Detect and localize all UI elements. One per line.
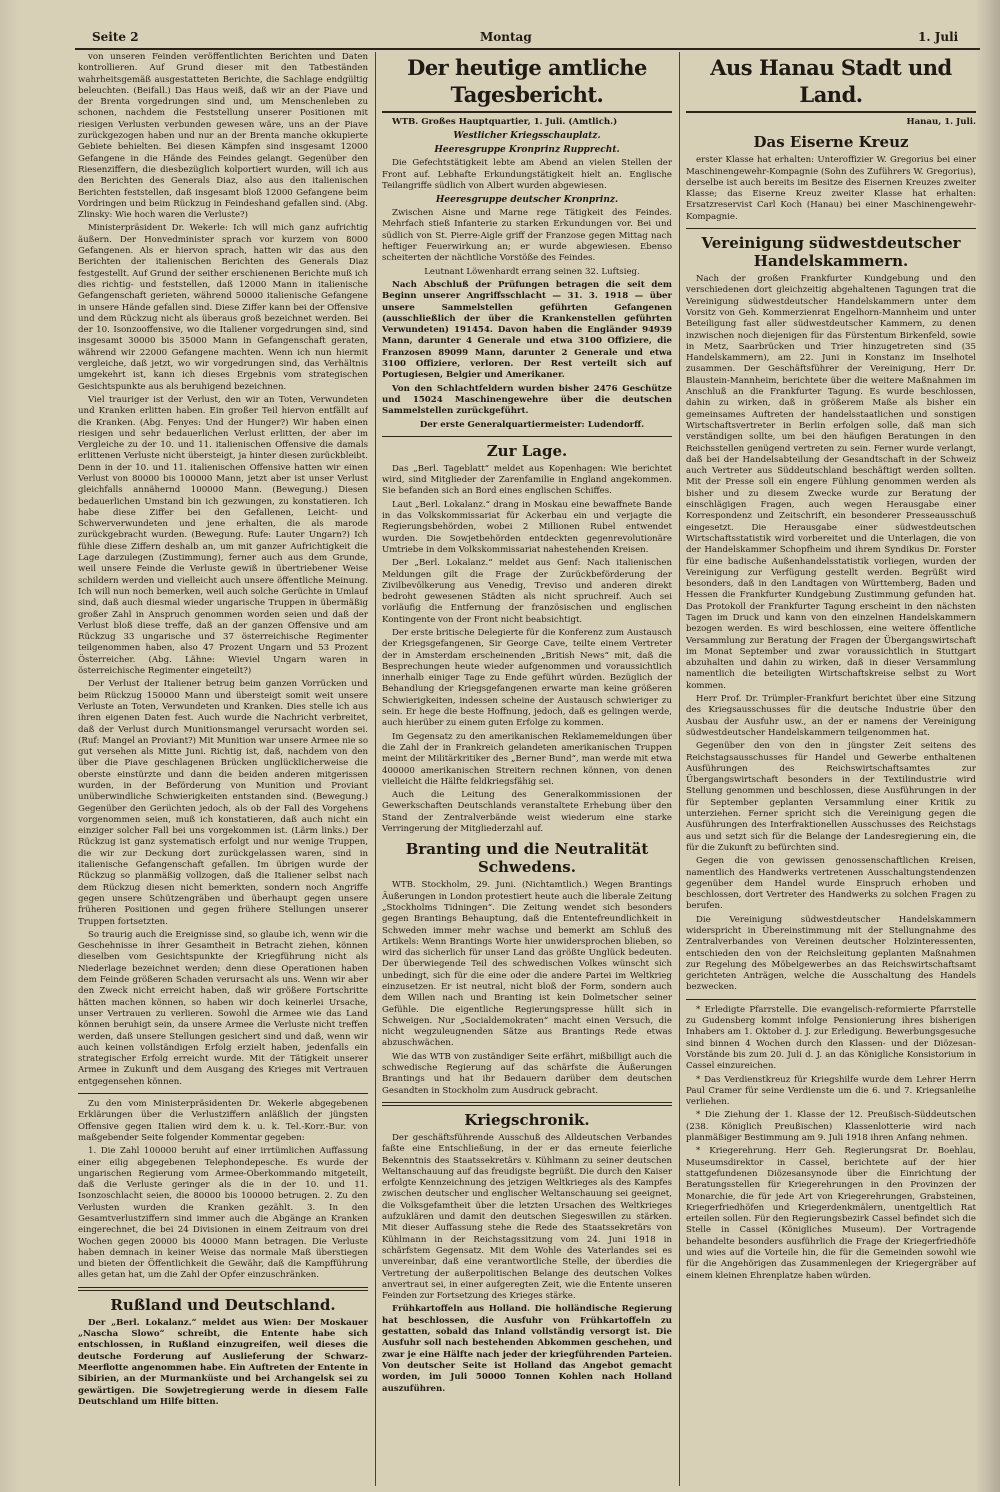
- article-paragraph: Wie das WTB von zuständiger Seite erfährt, mißbilligt auch die schwedische Regierung auf das schärfste die Äußerungen Brantings und hat ihr Bedauern darüber dem deutschen Gesandten in Stockholm zum Ausdruck gebracht.: [382, 1051, 672, 1096]
- hanau-title: Aus Hanau Stadt und Land.: [686, 54, 976, 113]
- header-rule: [75, 48, 980, 50]
- article-paragraph: Auch die Leitung des Generalkommissionen der Gewerkschaften Deutschlands veranstaltete Erhebung über den Stand der Zentralverbände weist wiederum eine starke Verringerung der Mitgliederzahl auf.: [382, 790, 672, 835]
- column-1: [78, 52, 368, 1486]
- article-paragraph: Die Gefechtstätigkeit lebte am Abend an vielen Stellen der Front auf. Lebhafte Erkundungstätigkeit hielt an. Englische Teilangriffe südlich von Albert wurden abgewiesen.: [382, 158, 672, 191]
- subhead-group1: Heeresgruppe Kronprinz Rupprecht.: [434, 145, 620, 156]
- section-title-vereinigung: Vereinigung südwestdeutscher Handelskammern.: [701, 234, 961, 271]
- article-paragraph: Der Verlust der Italiener betrug beim ganzen Vorrücken und beim Rückzug 150000 Mann und übersteigt somit weit unsere Verluste an Toten, Verwundeten und Kranken. Dies stelle ich aus ihren eigenen Daten fest. Auch wurde die Nachricht verbreitet, daß der Verlust durch Munitionsmangel verursacht worden sei. (Ruf: Mangel an Proviant?) Mit Munition war unsere Armee nie so gut versehen als Mitte Juni. Richtig ist, daß, nachdem von den über die Piave geschlagenen Brücken unglücklicherweise die oberste einstürzte und dann die beiden anderen mitgerissen wurden, in der Beförderung von Munition und Proviant unüberwindliche Schwierigkeiten entstanden sind. (Bewegung.) Gegenüber den Gerüchten jedoch, als ob der Fall des Vorgehens vorgenommen seien, muß ich konstatieren, daß auch nicht ein einziger solcher Fall bei uns vorgekommen ist. (Lärm links.) Der Rückzug ist ganz systematisch erfolgt und nur wenige Truppen, die wir zur Deckung dort zurückgelassen waren, sind in italienische Gefangenschaft gefallen. Im übrigen wurde der Rückzug so planmäßig vollzogen, daß die Italiener selbst nach dem Rückzug diesen nicht bemerkten, sondern noch Angriffe gegen unsere Schützengräben und überhaupt gegen unsere früheren Positionen und gegen frühere Stellungen unserer Truppen fortsetzten.: [78, 679, 368, 927]
- article-paragraph: Frühkartoffeln aus Holland. Die holländische Regierung hat beschlossen, die Ausfuhr von Frühkartoffeln zu gestatten, sobald das Inland vollständig versorgt ist. Die Ausfuhr soll nach bestehenden Abkommen geschehen, und zwar je eine Hälfte nach jeder der kriegführenden Parteien. Von deutscher Seite ist Holland das Angebot gemacht worden, im Juli 50000 Tonnen Kohlen nach Holland auszuführen.: [382, 1304, 672, 1394]
- article-paragraph: WTB. Stockholm, 29. Juni. (Nichtamtlich.) Wegen Brantings Äußerungen in London protestiert heute auch die liberale Zeitung „Stockholms Tidningen“. Die Zeitung wendet sich besonders gegen Brantings Behauptung, daß die Ententefreundlichkeit in Schweden immer mehr wachse und bemerkt am Schluß des Artikels: Wenn Brantings Worte hier unwidersprochen blieben, so wird das sicherlich für unser Land das größte Unglück bedeuten. Der überwiegende Teil des schwedischen Volkes wünscht sich unbedingt, sich für die eine oder die andere Partei im Weltkrieg einzusetzen. Er ist neutral, nicht bloß der Form, sondern auch dem Willen nach und Branting ist kein Dolmetscher seiner Gefühle. Die eigentliche Regierungspresse hüllt sich in Schweigen. Nur „Socialdemokraten“ macht einen Versuch, die nicht wegzuleugnenden Sätze aus Brantings Rede etwas abzuschwächen.: [382, 880, 672, 1049]
- article-paragraph: Gegen die von gewissen genossenschaftlichen Kreisen, namentlich des Handwerks vertretenen Ausschaltungstendenzen gegenüber dem Handel wurde Einspruch erhoben und beschlossen, dort Vertreter des Handwerks zu solchen Fragen zu berufen.: [686, 856, 976, 912]
- news-note: * Die Ziehung der 1. Klasse der 12. Preußisch-Süddeutschen (238. Königlich Preußischen) Klassenlotterie wird nach planmäßiger Bestimmung am 9. Juli 1918 ihren Anfang nehmen.: [686, 1110, 976, 1144]
- article-paragraph: Nach Abschluß der Prüfungen betragen die seit dem Beginn unserer Angriffsschlacht — 31. 3. 1918 — über unsere Sammelstellen geführten Gefangenen (ausschließlich der über die Krankenstellen geführten Verwundeten) 191454. Davon haben die Engländer 94939 Mann, darunter 4 Generale und etwa 3100 Offiziere, die Franzosen 89099 Mann, darunter 2 Generale und etwa 3100 Offiziere, verloren. Der Rest verteilt sich auf Portugiesen, Belgier und Amerikaner.: [382, 279, 672, 381]
- signature: Der erste Generalquartiermeister: Ludendorff.: [419, 419, 645, 430]
- divider: [382, 436, 672, 437]
- article-paragraph: Der „Berl. Lokalanz.“ meldet aus Wien: Der Moskauer „Nascha Slowo“ schreibt, die Entente habe sich entschlossen, in Rußland einzugreifen, weil dieses die deutsche Forderung auf Auslieferung der Schwarz-Meerflotte angenommen habe. Ein Auftreten der Entente in Sibirien, an der Murmanküste und bei Archangelsk sei zu gewärtigen. Die Sowjetregierung werde in diesem Falle Deutschland um Hilfe bitten.: [78, 1317, 368, 1407]
- article-paragraph: erster Klasse hat erhalten: Unteroffizier W. Gregorius bei einer Maschinengewehr-Kompagnie (Sohn des Zuführers W. Gregorius), derselbe ist auch bereits im Besitze des Eisernen Kreuzes zweiter Klasse; das Eiserne Kreuz zweiter Klasse hat erhalten: Ersatzreservist Carl Koch (Hanau) bei einer Maschinengewehr-Kompagnie.: [686, 155, 976, 222]
- subhead-group2: Heeresgruppe deutscher Kronprinz.: [435, 195, 619, 206]
- divider: [382, 1102, 672, 1106]
- article-paragraph: Ministerpräsident Dr. Wekerle: Ich will mich ganz aufrichtig äußern. Der Honvedminister sprach vor kurzem von 8000 Gefangenen. Als er hiervon sprach, hatten wir das aus den Berichten der italienischen Berichten des Generals Diaz festgestellt. Auf Grund der seither erschienenen Berichte muß ich dies richtig- und feststellen, daß 12000 Mann in italienische Gefangenschaft gerieten, während 50000 italienische Gefangene in unsere Hände gefallen sind. Diese Ziffer kann bei der Offensive und dem Rückzug nicht als überaus groß bezeichnet werden. Bei der 10. Isonzooffensive, wo die Italiener vorgedrungen sind, sind insgesamt 30000 bis 35000 Mann in Gefangenschaft geraten, während wir 22000 Gefangene machten. Wenn ich nun hiermit vergleiche, daß jetzt, wo wir vorgedrungen sind, das Verhältnis umgekehrt ist, kann ich dieses Ergebnis vom strategischen Gesichtspunkte aus als beruhigend bezeichnen.: [78, 223, 368, 392]
- dateline: Hanau, 1. Juli.: [906, 117, 976, 127]
- dateline: WTB. Großes Hauptquartier, 1. Juli. (Amtlich.): [392, 117, 618, 127]
- divider: [78, 1287, 368, 1291]
- article-paragraph: Der „Berl. Lokalanz.“ meldet aus Genf: Nach italienischen Meldungen gilt die Frage der Zurückbeförderung der Zivilbevölkerung aus Venedig, Treviso und anderen direkt bedroht gewesenen Städten als nicht spruchreif. Auch sei vorläufig die Entfernung der französischen und englischen Kontingente von der Front nicht beabsichtigt.: [382, 558, 672, 625]
- subhead-west: Westlicher Kriegsschauplatz.: [453, 131, 601, 142]
- divider: [686, 999, 976, 1000]
- article-paragraph: Zu den vom Ministerpräsidenten Dr. Wekerle abgegebenen Erklärungen über die Verlustziffern anläßlich der jüngsten Offensive gegen Italien wird dem k. u. k. Tel.-Korr.-Bur. von maßgebender Seite folgender Kommentar gegeben:: [78, 1099, 368, 1143]
- article-paragraph: Zwischen Aisne und Marne rege Tätigkeit des Feindes. Mehrfach stieß Infanterie zu starken Erkundungen vor. Bei und südlich von St. Pierre-Aigle griff der Franzose gegen Mittag nach heftiger Feuerwirkung an; er wurde abgewiesen. Ebenso scheiterten der nächtliche Vorstöße des Feindes.: [382, 208, 672, 264]
- article-paragraph: Der geschäftsführende Ausschuß des Alldeutschen Verbandes faßte eine Entschließung, in der er das erneute feierliche Bekenntnis des Staatssekretärs v. Kühlmann zu seiner deutschen Weltanschauung auf das freudigste begrüßt. Die durch den Kaiser erfolgte Kennzeichnung des jetzigen Weltkrieges als des Kampfes zwischen deutscher und englischer Weltanschauung sei geeignet, die Volksgefamtheit über die letzten Ursachen des Weltkrieges aufzuklären und damit den deutschen Siegeswillen zu stärken. Mit dieser Auffassung stehe die Rede des Staatssekretärs von Kühlmann in der Reichstagssitzung vom 24. Juni 1918 in schärfstem Gegensatz. Mit dem Wohle des Vaterlandes sei es unvereinbar, daß eine verantwortliche Stelle, der überdies die Vertretung der außerpolitischen Belange des deutschen Volkes anvertraut sei, in einer aufgeregten Zeit, wie die Entente unseren Feinden zur Fortsetzung des Krieges stärke.: [382, 1132, 672, 1302]
- article-paragraph: So traurig auch die Ereignisse sind, so glaube ich, wenn wir die Geschehnisse in ihrer Gesamtheit in Betracht ziehen, können dieselben vom Gesichtspunkte der Kriegführung nicht als Niederlage bezeichnet werden; denn diese Operationen haben dem Feinde größeren Schaden verursacht als uns. Wenn wir aber den Zweck nicht erreicht haben, daß wir größere Fortschritte hätten machen können, so haben wir doch keinerlei Ursache, unser Vertrauen zu verlieren. Sowohl die Armee wie das Land können beruhigt sein, da unsere Armee die Verluste nicht treffen werden, daß unsere Stellungen gesichert sind und daß, wenn wir auch keinen vollständigen Erfolg erzielt haben, jedenfalls ein strategischer Erfolg erreicht wurde. Mit der Tätigkeit unserer Armee in Zukunft und dem Ausgang des Krieges mit Vertrauen entgegensehen können.: [78, 929, 368, 1087]
- tagesbericht-title: Der heutige amtliche Tagesbericht.: [382, 54, 672, 113]
- column-2: [382, 52, 672, 1486]
- article-paragraph: Gegenüber den von den in jüngster Zeit seitens des Reichstagsausschusses für Handel und Gewerbe enthaltenen Ausführungen des Reichswirtschaftsamtes zur Übergangswirtschaft besonders in der Textilindustrie wird Stellung genommen und beschlossen, diese Ausführungen in der für September geplanten Versammlung einer Kritik zu unterziehen. Ferner spricht sich die Vereinigung gegen die Ausführungen des Interfraktionellen Ausschusses des Reichstags aus und setzt sich für die Belange der Landesregierung ein, die für die Zukunft zu befürchten sind.: [686, 741, 976, 853]
- news-note: * Das Verdienstkreuz für Kriegshilfe wurde dem Lehrer Herrn Paul Cramer für seine Verdienste um die 6. und 7. Kriegsanleihe verliehen.: [686, 1074, 976, 1108]
- article-paragraph: Nach der großen Frankfurter Kundgebung und den verschiedenen dort gleichzeitig abgehaltenen Tagungen trat die Vereinigung südwestdeutscher Handelskammern unter dem Vorsitz von Geh. Kommerzienrat Engelhorn-Mannheim und unter Beteiligung fast aller südwestdeutscher Kammern, zu denen inzwischen noch diejenigen für das Fürstentum Birkenfeld, sowie in Metz, Saarbrücken und Trier hinzugetreten sind (35 Handelskammern), am 22. Juni in Konstanz im Inselhotel zusammen. Der Geschäftsführer der Vereinigung, Herr Dr. Blaustein-Mannheim, berichtete über die weitere Maßnahmen im Anschluß an die Frankfurter Tagung. Es wurde beschlossen, dahin zu wirken, daß in größerem Maße als bisher ein gemeinsames Auftreten der handelsstaatlichen und sonstigen Wirtschaftsvertreter in Berlin erfolgen solle, daß man sich verständigen sollte, um bei den häufigen Beratungen in den Reichsstellen genügend vertreten zu sein. Ferner wurde verlangt, daß bei der Handelsabteilung der Gesandtschaft in der Schweiz auch Vertreter aus Süddeutschland beschäftigt werden sollten. Mit der Presse soll ein engere Fühlung genommen werden als bisher und zu diesem Zwecke wurde zur Beratung der einschlägigen Fragen, auch wegen Herausgabe einer Korrespondenz und Zeitschrift, ein besonderer Presseausschuß eingesetzt. Die Herausgabe einer südwestdeutschen Wirtschaftsstatistik wird vorbereitet und die Unterlagen, die von der Handelskammer Schopfheim und ihrem Syndikus Dr. Forster für eine badische Außenhandelsstatistik vorliegen, wurden der Vereinigung zur Verfügung gestellt werden. Begrüßt wird besonders, daß in den Landtagen von Württemberg, Baden und Hessen die Frankfurter Kundgebung Zustimmung gefunden hat. Das Protokoll der Frankfurter Tagung erscheint in den nächsten Tagen im Druck und kann von den einzelnen Handelskammern bezogen werden. Es wird beschlossen, eine weitere öffentliche Versammlung zur Beratung der Fragen der Übergangswirtschaft im Monat September und zwar voraussichtlich in Stuttgart abzuhalten und dahin zu wirken, daß in dieser Versammlung namentlich die beteiligten Wirtschaftskreise selbst zu Wort kommen.: [686, 274, 976, 691]
- article-paragraph: Die Vereinigung südwestdeutscher Handelskammern widerspricht in Übereinstimmung mit der Stellungnahme des Zentralverbandes von Vereinen deutscher Holzinteressenten, entschieden den von der Reichsleitung geplanten Maßnahmen zur Regelung des Möbelgewerbes an das Reichswirtschaftsamt gerichteten Anträgen, welche die Ausschaltung des Handels bezwecken.: [686, 914, 976, 993]
- column-rule-1: [375, 52, 376, 1486]
- news-note: * Erledigte Pfarrstelle. Die evangelisch-reformierte Pfarrstelle zu Gudensberg kommt infolge Pensionierung ihres bisherigen Inhabers am 1. Oktober d. J. zur Erledigung. Bewerbungsgesuche sind binnen 4 Wochen durch den Klassen- und der Diözesan-Vorstände bis zum 20. Juli d. J. an das Königliche Konsistorium in Cassel einzureichen.: [686, 1004, 976, 1072]
- page-header: [0, 22, 1000, 42]
- news-note: * Kriegerehrung. Herr Geh. Regierungsrat Dr. Boehlau, Museumsdirektor in Cassel, berichtete auf der hier stattgefundenen Diözesansynode über die Einrichtung der Beratungsstellen für Kriegerehrungen in den Provinzen der Monarchie, die für jede Art von Kriegerehrungen, Grabsteinen, Kriegerfriedhöfen und Kriegerdenkmälern, unentgeltlich Rat erteilen sollen. Für den Regierungsbezirk Cassel befindet sich die Stelle in Cassel (Königliches Museum). Der Vortragende behandelte besonders ausführlich die Frage der Kriegerfriedhöfe und wies auf die Vorteile hin, die für die Gemeinden sowohl wie für die Angehörigen das Zusammenlegen der Kriegergräber auf einem kleinen Ehrenplatze haben würden.: [686, 1146, 976, 1281]
- article-paragraph: Das „Berl. Tageblatt“ meldet aus Kopenhagen: Wie berichtet wird, sind Mitglieder der Zarenfamilie in England angekommen. Sie befanden sich an Bord eines englischen Schiffes.: [382, 463, 672, 497]
- section-title-kriegschronik: Kriegschronik.: [464, 1110, 590, 1129]
- section-title-russland: Rußland und Deutschland.: [110, 1295, 336, 1314]
- article-paragraph: Viel trauriger ist der Verlust, den wir an Toten, Verwundeten und Kranken erlitten haben. Ein großer Teil hiervon entfällt auf die Kranken. (Abg. Fenyes: Und der Hunger?) Wir haben einen riesigen und sehr bedauerlichen Verlust erlitten, der aber im Vergleiche zu der 10. und 11. italienischen Offensive die damals erlittenen Verluste nicht übersteigt, ja hinter diesen zurückbleibt. Denn in der 10. und 11. italienischen Offensive hatten wir einen Verlust von 80000 bis 100000 Mann, jetzt aber ist unser Verlust gleichfalls annähernd 100000 Mann. (Bewegung.) Diesen bedauerlichen Umstand bin ich gezwungen, zu konstatieren. Ich habe diese Ziffer bei den Gefallenen, Leicht- und Schwerverwundeten und jene erhalten, die als marode zurückgebracht wurden. (Bewegung. Rufe: Lauter Ungarn?) Ich fühle diese Ziffern deshalb an, um mit ganzer Aufrichtigkeit die Lage darzulegen (Zustimmung), ferner auch aus dem Grunde, weil unsere Feinde die Verluste gewiß in übertriebener Weise schildern werden und vielleicht auch unsere öffentliche Meinung. Ich will nun noch bemerken, weil auch solche Gerüchte in Umlauf sind, daß auch diesmal wieder ungarische Truppen in übermäßig großer Zahl in Anspruch genommen worden seien und daß der Verlust bloß diese treffe, daß an der ganzen Offensive und am Rückzug 33 ungarische und 37 österreichische Regimenter teilgenommen haben, also 47 Prozent Ungarn und 53 Prozent Österreicher. (Abg. Lähne: Wieviel Ungarn waren in österreichische Regimenter eingeteilt?): [78, 394, 368, 677]
- section-title-kreuz: Das Eiserne Kreuz: [753, 133, 909, 152]
- article-paragraph: von unseren Feinden veröffentlichten Berichten und Daten kontrollieren. Auf Grund dieser mit den Tatbeständen wahrheitsgemäß ausgestatteten Berichte, die Sachlage endgültig beleuchten. (Beifall.) Das Haus weiß, daß wir an der Piave und der Brenta vorgedrungen sind und, um Menschenleben zu schonen, nachdem die Feststellung unserer Positionen mit riesigen Verlusten verbunden gewesen wäre, uns an der Piave zurückgezogen haben und nur an der Brenta manche okkupierte Gebiete behielten. Bei diesen Kämpfen sind insgesamt 12000 Gefangene in die Hände des Feindes gelangt. Gegenüber den Riesenziffern, die diesbezüglich kolportiert wurden, will ich aus den Berichten des Generals Diaz, also aus den italienischen Berichten feststellen, daß insgesamt bloß 12000 Gefangene beim Vordringen und beim Rückzug in Feindeshand gefallen sind. (Abg. Zlinsky: Wie hoch waren die Verluste?): [78, 52, 368, 221]
- weekday: Montag: [480, 30, 532, 44]
- section-title-branting: Branting und die Neutralität Schwedens.: [405, 840, 649, 877]
- article-paragraph: 1. Die Zahl 100000 beruht auf einer irrtümlichen Auffassung einer eilig abgegebenen Telephondepesche. Es wurde der ungarischen Regierung vom Armee-Oberkommando mitgeteilt, daß die Verluste geringer als die in der 10. und 11. Isonzoschlacht seien, die 80000 bis 100000 betrugen. 2. Zu den Verlusten wurden die Kranken gezählt. 3. In den Gesamtverlustziffern sind immer auch die Abgänge an Kranken eingerechnet, die bei 24 Divisionen in einem Zeitraum von drei Wochen gegen 20000 bis 40000 Mann betragen. Die Verluste haben demnach in keiner Weise das normale Maß überstiegen und bieten der Öffentlichkeit die Gewähr, daß die Kampfführung alles getan hat, um die Zahl der Opfer einzuschränken.: [78, 1146, 368, 1281]
- article-paragraph: Von den Schlachtfeldern wurden bisher 2476 Geschütze und 15024 Maschinengewehre über die deutschen Sammelstellen zurückgeführt.: [382, 383, 672, 417]
- divider: [686, 228, 976, 229]
- column-rule-2: [679, 52, 680, 1486]
- divider: [78, 1093, 368, 1094]
- date: 1. Juli: [918, 30, 959, 44]
- article-paragraph: Leutnant Löwenhardt errang seinen 32. Luftsieg.: [424, 266, 640, 277]
- page-number: Seite 2: [92, 30, 139, 44]
- article-paragraph: Herr Prof. Dr. Trümpler-Frankfurt berichtet über eine Sitzung des Kriegsausschusses für die deutsche Industrie über den Ausbau der Ausfuhr usw., an der er namens der Vereinigung südwestdeutscher Handelskammern teilgenommen hat.: [686, 694, 976, 738]
- article-paragraph: Der erste britische Delegierte für die Konferenz zum Austausch der Kriegsgefangenen, Sir George Cave, teilte einem Vertreter der in Amsterdam erscheinenden „British News“ mit, daß die Besprechungen heute wieder aufgenommen und voraussichtlich innerhalb einiger Tage zu Ende geführt würden. Bezüglich der Behandlung der Kriegsgefangenen erwarte man keine größeren Schwierigkeiten, indessen scheine der Austausch schwieriger zu sein. Er hege die beste Hoffnung, jedoch, daß es gelingen werde, auch hierüber zu einem guten Erfolge zu kommen.: [382, 627, 672, 729]
- section-title-lage: Zur Lage.: [486, 441, 568, 460]
- article-paragraph: Laut „Berl. Lokalanz.“ drang in Moskau eine bewaffnete Bande in das Volkskommissariat für Ackerbau ein und verjagte die Regierungsbehörden, wobei 2 Millionen Rubel entwendet wurden. Die Sowjetbehörden entdeckten gegenrevolutionäre Umtriebe in dem Volkskommissariat nahestehenden Kreisen.: [382, 499, 672, 555]
- article-paragraph: Im Gegensatz zu den amerikanischen Reklamemeldungen über die Zahl der in Frankreich gelandeten amerikanischen Truppen meint der Militärkritiker des „Berner Bund“, man werde mit etwa 400000 amerikanischen Streitern rechnen können, von denen vielleicht die Hälfte feldkriegsfähig sei.: [382, 731, 672, 787]
- column-3: [686, 52, 976, 1486]
